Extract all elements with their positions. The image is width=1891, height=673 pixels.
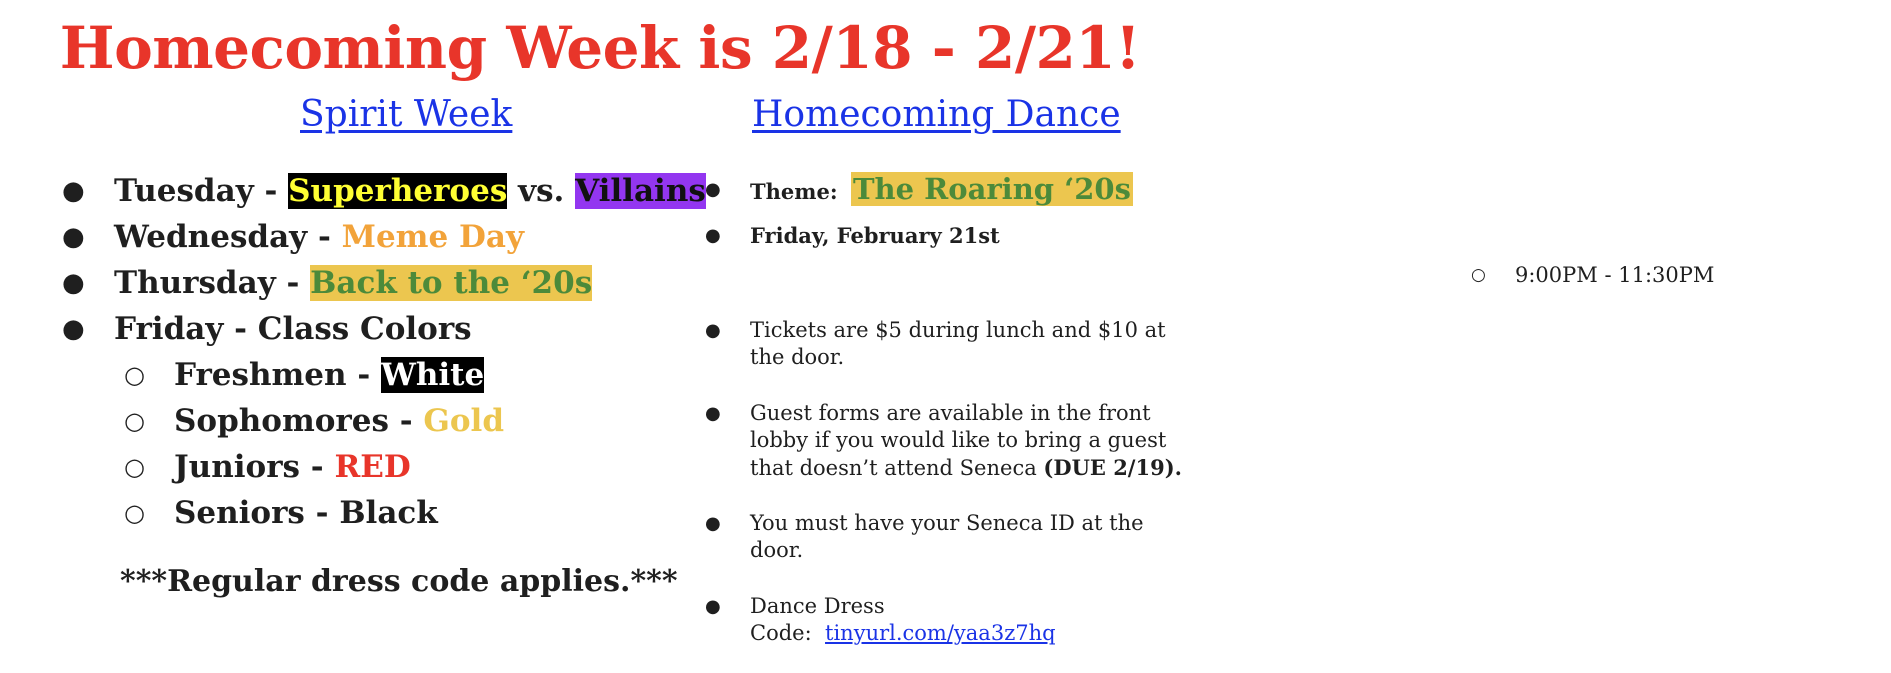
hollow-bullet-icon: ○: [124, 453, 145, 481]
bullet-icon: ●: [705, 596, 721, 617]
bullet-icon: ●: [62, 314, 85, 344]
bullet-icon: ●: [62, 268, 85, 298]
theme-label: Theme:: [750, 179, 838, 204]
list-item-thursday: [62, 260, 662, 306]
list-item-guest-forms: [705, 400, 1195, 482]
theme-meme-day: Meme Day: [341, 219, 524, 255]
homecoming-dance-heading[interactable]: Homecoming Dance: [752, 94, 1121, 135]
class-label: Freshmen -: [174, 357, 382, 393]
list-item-sophomores: [62, 398, 662, 444]
guest-due-text: (DUE 2/19).: [1043, 455, 1182, 480]
spirit-week-heading[interactable]: Spirit Week: [300, 94, 513, 135]
dress-code-link[interactable]: tinyurl.com/yaa3z7hq: [825, 621, 1056, 645]
list-item-friday: [62, 306, 662, 352]
dress-code-label: Dance Dress Code:: [750, 594, 885, 645]
day-label: Wednesday -: [114, 219, 342, 255]
list-item-wednesday: [62, 214, 662, 260]
page-title: Homecoming Week is 2/18 - 2/21!: [59, 14, 1141, 82]
bullet-icon: ●: [705, 225, 721, 246]
day-label: Thursday -: [114, 265, 311, 301]
bullet-icon: ●: [62, 176, 85, 206]
hollow-bullet-icon: ○: [124, 361, 145, 389]
list-item-tuesday: [62, 168, 706, 214]
class-label: Sophomores -: [174, 403, 424, 439]
day-label: Friday - Class Colors: [114, 311, 472, 347]
bullet-icon: ●: [62, 222, 85, 252]
list-item-date: [705, 222, 1195, 249]
list-item-freshmen: [62, 352, 662, 398]
theme-villains: Villains: [575, 173, 706, 209]
bullet-icon: ●: [705, 513, 721, 534]
list-item-id: [705, 510, 1195, 564]
class-label: Juniors -: [174, 449, 335, 485]
day-label: Tuesday -: [114, 173, 289, 209]
class-label: Seniors - Black: [174, 495, 438, 531]
tickets-text: Tickets are $5 during lunch and $10 at the door.: [750, 318, 1166, 369]
id-note-text: You must have your Seneca ID at the door.: [750, 511, 1144, 562]
hollow-bullet-icon: ○: [124, 499, 145, 527]
versus-text: vs.: [507, 173, 576, 209]
theme-superheroes: Superheroes: [288, 173, 508, 209]
theme-value: The Roaring ‘20s: [852, 172, 1131, 206]
color-white: White: [381, 357, 485, 393]
spirit-week-list: [62, 168, 706, 536]
list-item-theme: [705, 170, 1195, 208]
bullet-icon: ●: [705, 179, 721, 200]
guest-forms-text: Guest forms are available in the front lobby if you would like to bring a guest that doesn’t attend Seneca: [750, 401, 1167, 480]
list-item-seniors: [62, 490, 662, 536]
list-item-tickets: [705, 317, 1195, 371]
list-item-dress-code: [705, 593, 1195, 647]
list-item-juniors: [62, 444, 662, 490]
color-gold: Gold: [423, 403, 505, 439]
hollow-bullet-icon: ○: [1471, 265, 1486, 285]
theme-back-to-20s: Back to the ‘20s: [310, 265, 593, 301]
list-item-time: [1471, 262, 1891, 289]
hollow-bullet-icon: ○: [124, 407, 145, 435]
color-red: RED: [334, 449, 411, 485]
dance-time: 9:00PM - 11:30PM: [1515, 263, 1715, 287]
bullet-icon: ●: [705, 320, 721, 341]
dress-code-note: ***Regular dress code applies.***: [120, 564, 678, 599]
dance-date: Friday, February 21st: [750, 223, 1000, 248]
bullet-icon: ●: [705, 403, 721, 424]
